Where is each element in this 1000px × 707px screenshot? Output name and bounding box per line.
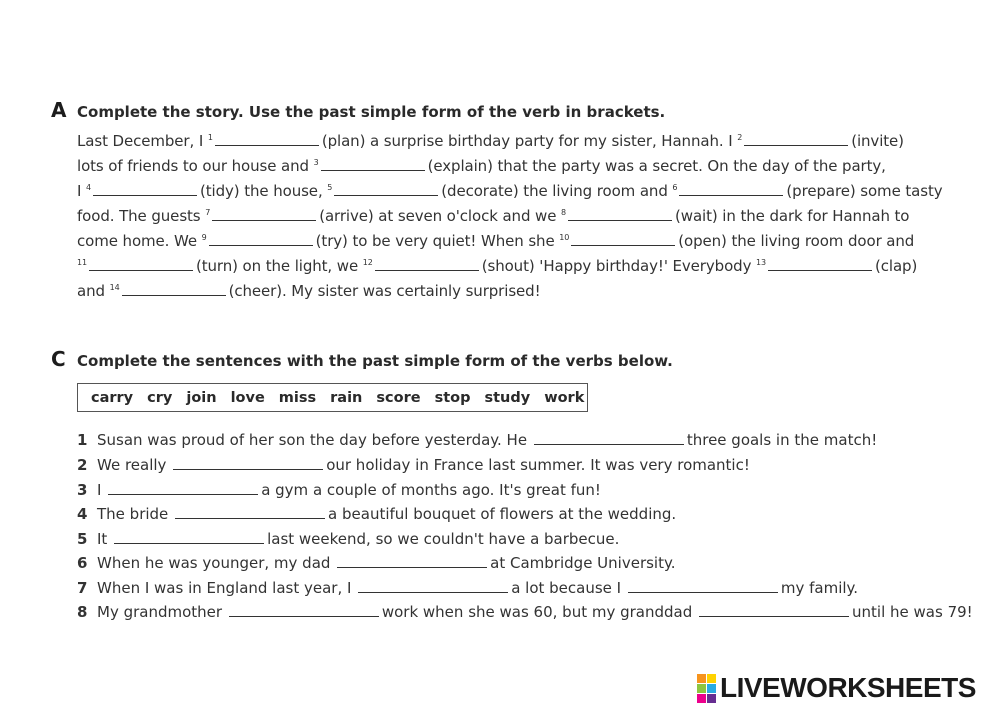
gap-number: 10 xyxy=(559,233,570,242)
gap-number: 6 xyxy=(672,183,678,192)
word-option: love xyxy=(230,389,265,406)
story-text-segment: (try) to be very quiet! When she xyxy=(315,232,560,250)
story-text-segment: (arrive) at seven o'clock and we xyxy=(319,207,562,225)
word-option: work xyxy=(544,389,585,406)
answer-blank-5[interactable] xyxy=(334,183,438,196)
sentence-text: We really xyxy=(97,456,172,474)
answer-blank-3[interactable] xyxy=(321,158,425,171)
story-text-segment: (tidy) the house, xyxy=(200,182,328,200)
answer-blank-14[interactable] xyxy=(122,283,226,296)
sentence-8-blank-2[interactable] xyxy=(699,604,849,617)
section-a-letter: A xyxy=(51,98,67,122)
gap-number: 3 xyxy=(313,158,319,167)
answer-blank-8[interactable] xyxy=(568,208,672,221)
answer-blank-1[interactable] xyxy=(215,133,319,146)
story-text-segment: Last December, I xyxy=(77,132,208,150)
word-option: stop xyxy=(434,389,471,406)
gap-number: 2 xyxy=(737,133,743,142)
story-text-segment: come home. We xyxy=(77,232,202,250)
story-line xyxy=(77,132,904,150)
sentence-text: My grandmother xyxy=(97,603,227,621)
logo-block xyxy=(707,684,716,693)
story-text-segment: food. The guests xyxy=(77,207,206,225)
story-line xyxy=(77,207,909,225)
word-option: score xyxy=(376,389,421,406)
sentence-item xyxy=(77,431,877,449)
sentence-number: 4 xyxy=(77,505,88,523)
logo-block xyxy=(697,674,706,683)
story-text-segment: lots of friends to our house and xyxy=(77,157,314,175)
logo-block xyxy=(697,684,706,693)
section-a-title: Complete the story. Use the past simple form of the verb in brackets. xyxy=(77,103,666,121)
sentence-number: 3 xyxy=(77,481,88,499)
answer-blank-13[interactable] xyxy=(768,258,872,271)
sentence-8-blank-1[interactable] xyxy=(229,604,379,617)
story-text-segment: (open) the living room door and xyxy=(678,232,915,250)
story-text-segment: (shout) 'Happy birthday!' Everybody xyxy=(481,257,757,275)
logo-text: LIVEWORKSHEETS xyxy=(720,672,976,703)
sentence-text: our holiday in France last summer. It was very romantic! xyxy=(326,456,750,474)
gap-number: 12 xyxy=(362,258,373,267)
sentence-text: When he was younger, my dad xyxy=(97,554,336,572)
sentence-number: 5 xyxy=(77,530,88,548)
sentence-1-blank-1[interactable] xyxy=(534,432,684,445)
story-line xyxy=(77,282,541,300)
sentence-item xyxy=(77,554,675,572)
sentence-text: three goals in the match! xyxy=(686,431,878,449)
sentence-4-blank-1[interactable] xyxy=(175,506,325,519)
answer-blank-4[interactable] xyxy=(93,183,197,196)
story-text-segment: (clap) xyxy=(875,257,918,275)
section-c-letter: C xyxy=(51,347,66,371)
sentence-number: 1 xyxy=(77,431,88,449)
sentence-text: at Cambridge University. xyxy=(490,554,676,572)
word-option: join xyxy=(186,389,217,406)
sentence-3-blank-1[interactable] xyxy=(108,482,258,495)
sentence-item xyxy=(77,505,676,523)
gap-number: 7 xyxy=(205,208,211,217)
story-text-segment: (plan) a surprise birthday party for my sister, Hannah. I xyxy=(321,132,738,150)
story-line xyxy=(77,232,914,250)
sentence-text: I xyxy=(97,481,107,499)
answer-blank-10[interactable] xyxy=(571,233,675,246)
gap-number: 11 xyxy=(77,258,87,267)
logo-icon xyxy=(697,674,716,703)
sentence-item xyxy=(77,530,619,548)
word-option: carry xyxy=(91,389,134,406)
sentence-7-blank-2[interactable] xyxy=(628,580,778,593)
liveworksheets-logo xyxy=(697,672,976,704)
sentence-text: The bride xyxy=(97,505,174,523)
sentence-text: a lot because I xyxy=(511,579,626,597)
sentence-text: a beautiful bouquet of flowers at the wedding. xyxy=(328,505,677,523)
story-text-segment: (invite) xyxy=(851,132,904,150)
sentence-5-blank-1[interactable] xyxy=(114,531,264,544)
sentence-text: It xyxy=(97,530,113,548)
answer-blank-12[interactable] xyxy=(375,258,479,271)
gap-number: 13 xyxy=(756,258,766,267)
word-option: rain xyxy=(330,389,363,406)
logo-block xyxy=(707,694,716,703)
story-line xyxy=(77,157,886,175)
answer-blank-11[interactable] xyxy=(89,258,193,271)
sentence-text: work when she was 60, but my granddad xyxy=(381,603,698,621)
logo-block xyxy=(697,694,706,703)
sentence-6-blank-1[interactable] xyxy=(337,555,487,568)
sentence-item xyxy=(77,579,858,597)
story-text-segment: I xyxy=(77,182,86,200)
word-option: cry xyxy=(147,389,173,406)
sentence-2-blank-1[interactable] xyxy=(173,457,323,470)
gap-number: 4 xyxy=(86,183,91,192)
logo-block xyxy=(707,674,716,683)
sentence-number: 2 xyxy=(77,456,88,474)
sentence-item xyxy=(77,481,601,499)
sentence-text: Susan was proud of her son the day before yesterday. He xyxy=(97,431,532,449)
gap-number: 8 xyxy=(561,208,567,217)
answer-blank-2[interactable] xyxy=(744,133,848,146)
story-line xyxy=(77,182,943,200)
sentence-text: until he was 79! xyxy=(852,603,973,621)
word-box xyxy=(77,383,588,412)
sentence-text: a gym a couple of months ago. It's great fun! xyxy=(261,481,601,499)
sentence-item xyxy=(77,603,973,621)
gap-number: 5 xyxy=(327,183,333,192)
gap-number: 9 xyxy=(201,233,207,242)
story-line xyxy=(77,257,917,275)
story-text-segment: (cheer). My sister was certainly surprised! xyxy=(228,282,541,300)
story-text-segment: (decorate) the living room and xyxy=(441,182,673,200)
word-option: miss xyxy=(278,389,317,406)
sentence-number: 8 xyxy=(77,603,88,621)
sentence-text: my family. xyxy=(780,579,859,597)
story-text-segment: (turn) on the light, we xyxy=(195,257,363,275)
story-text-segment: (wait) in the dark for Hannah to xyxy=(675,207,910,225)
story-text-segment: and xyxy=(77,282,110,300)
gap-number: 1 xyxy=(207,133,213,142)
sentence-number: 6 xyxy=(77,554,88,572)
word-option: study xyxy=(484,389,531,406)
section-c-title: Complete the sentences with the past simple form of the verbs below. xyxy=(77,352,673,370)
answer-blank-6[interactable] xyxy=(679,183,783,196)
gap-number: 14 xyxy=(109,283,120,292)
sentence-item xyxy=(77,456,750,474)
story-text-segment: (prepare) some tasty xyxy=(786,182,943,200)
sentence-number: 7 xyxy=(77,579,88,597)
answer-blank-9[interactable] xyxy=(209,233,313,246)
story-text-segment: (explain) that the party was a secret. On the day of the party, xyxy=(427,157,886,175)
sentence-7-blank-1[interactable] xyxy=(358,580,508,593)
sentence-text: When I was in England last year, I xyxy=(97,579,357,597)
answer-blank-7[interactable] xyxy=(212,208,316,221)
sentence-text: last weekend, so we couldn't have a barbecue. xyxy=(267,530,620,548)
